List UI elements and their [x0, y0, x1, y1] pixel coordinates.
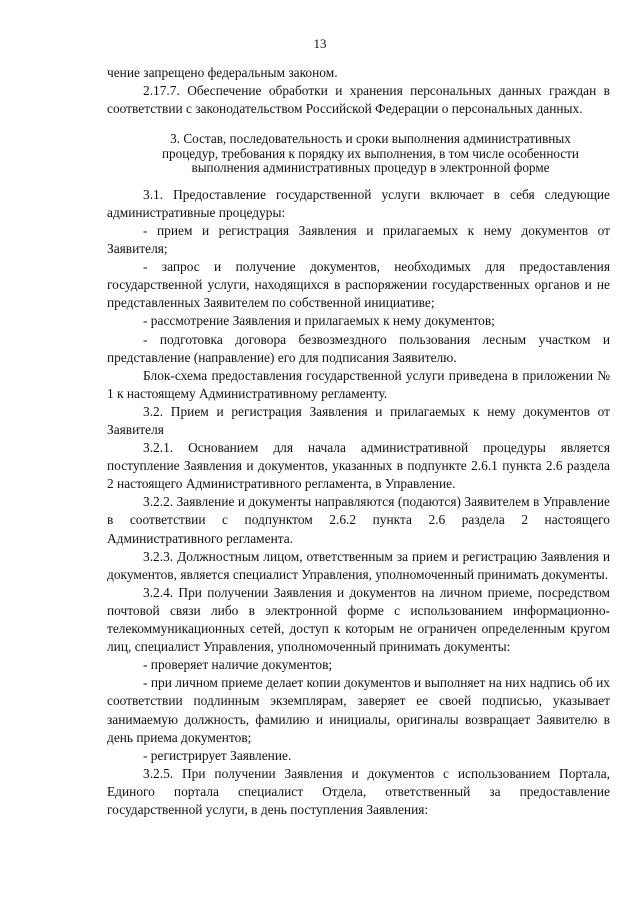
paragraph: Блок-схема предоставления государственной услуги приведена в приложении № 1 к настоящему Административному регламенту. [107, 367, 610, 401]
paragraph: - рассмотрение Заявления и прилагаемых к нему документов; [143, 313, 495, 329]
section-heading: 3. Состав, последовательность и сроки выполнения административных процедур, требования к порядку их выполнения, в том числе особенности выполнения административных процедур в электронной форме [162, 131, 579, 176]
paragraph: - прием и регистрация Заявления и прилагаемых к нему документов от Заявителя; [107, 222, 610, 257]
paragraph: 3.2.5. При получении Заявления и документов с использованием Портала, Единого портала специалист Отдела, ответственный за предоставление государственной услуги, в день поступления Заявления: [107, 765, 610, 817]
paragraph: 3.2.3. Должностным лицом, ответственным за прием и регистрацию Заявления и документов, является специалист Управления, уполномоченный принимать документы. [107, 548, 610, 582]
paragraphs-top [107, 64, 610, 118]
paragraph: - регистрирует Заявление. [143, 747, 292, 763]
paragraph: 3.2.2. Заявление и документы направляются (подаются) Заявителем в Управление в соответствии с подпунктом 2.6.2 пункта 2.6 раздела 2 настоящего Административного регламента. [107, 494, 610, 546]
paragraph: 3.2.1. Основанием для начала административной процедуры является поступление Заявления и документов, указанных в подпункте 2.6.1 пункта 2.6 раздела 2 настоящего Административного регламента, в Управление. [107, 440, 610, 492]
paragraph: 3.2. Прием и регистрация Заявления и прилагаемых к нему документов от Заявителя [107, 403, 610, 437]
document-body [107, 64, 610, 819]
paragraph: чение запрещено федеральным законом. [107, 65, 338, 80]
page-number: 13 [313, 36, 327, 51]
paragraph: - при личном приеме делает копии документов и выполняет на них надпись об их соответствии подлинным экземплярам, заверяет ее своей подписью, указывает занимаемую должность, фамилию и инициалы, оригиналы возвращает Заявителю в день приема документов; [107, 675, 610, 745]
paragraph: 2.17.7. Обеспечение обработки и хранения персональных данных граждан в соответствии с законодательством Российской Федерации о персональных данных. [107, 83, 610, 117]
paragraph: - запрос и получение документов, необходимых для предоставления государственной услуги, находящихся в распоряжении государственных органов и не представленных Заявителем по собственной инициативе; [107, 259, 610, 311]
paragraph: 3.1. Предоставление государственной услуги включает в себя следующие административные процедуры: [107, 186, 610, 220]
paragraph: - подготовка договора безвозмездного пользования лесным участком и представление (направление) его для подписания Заявителю. [107, 331, 610, 365]
paragraph: - проверяет наличие документов; [143, 657, 333, 673]
paragraphs-main [107, 186, 610, 819]
paragraph: 3.2.4. При получении Заявления и документов на личном приеме, посредством почтовой связи либо в электронной форме с использованием информационно-телекоммуникационных сетей, доступ к которым не ограничен определенным кругом лиц, специалист Управления, уполномоченный принимать документы: [107, 584, 610, 655]
